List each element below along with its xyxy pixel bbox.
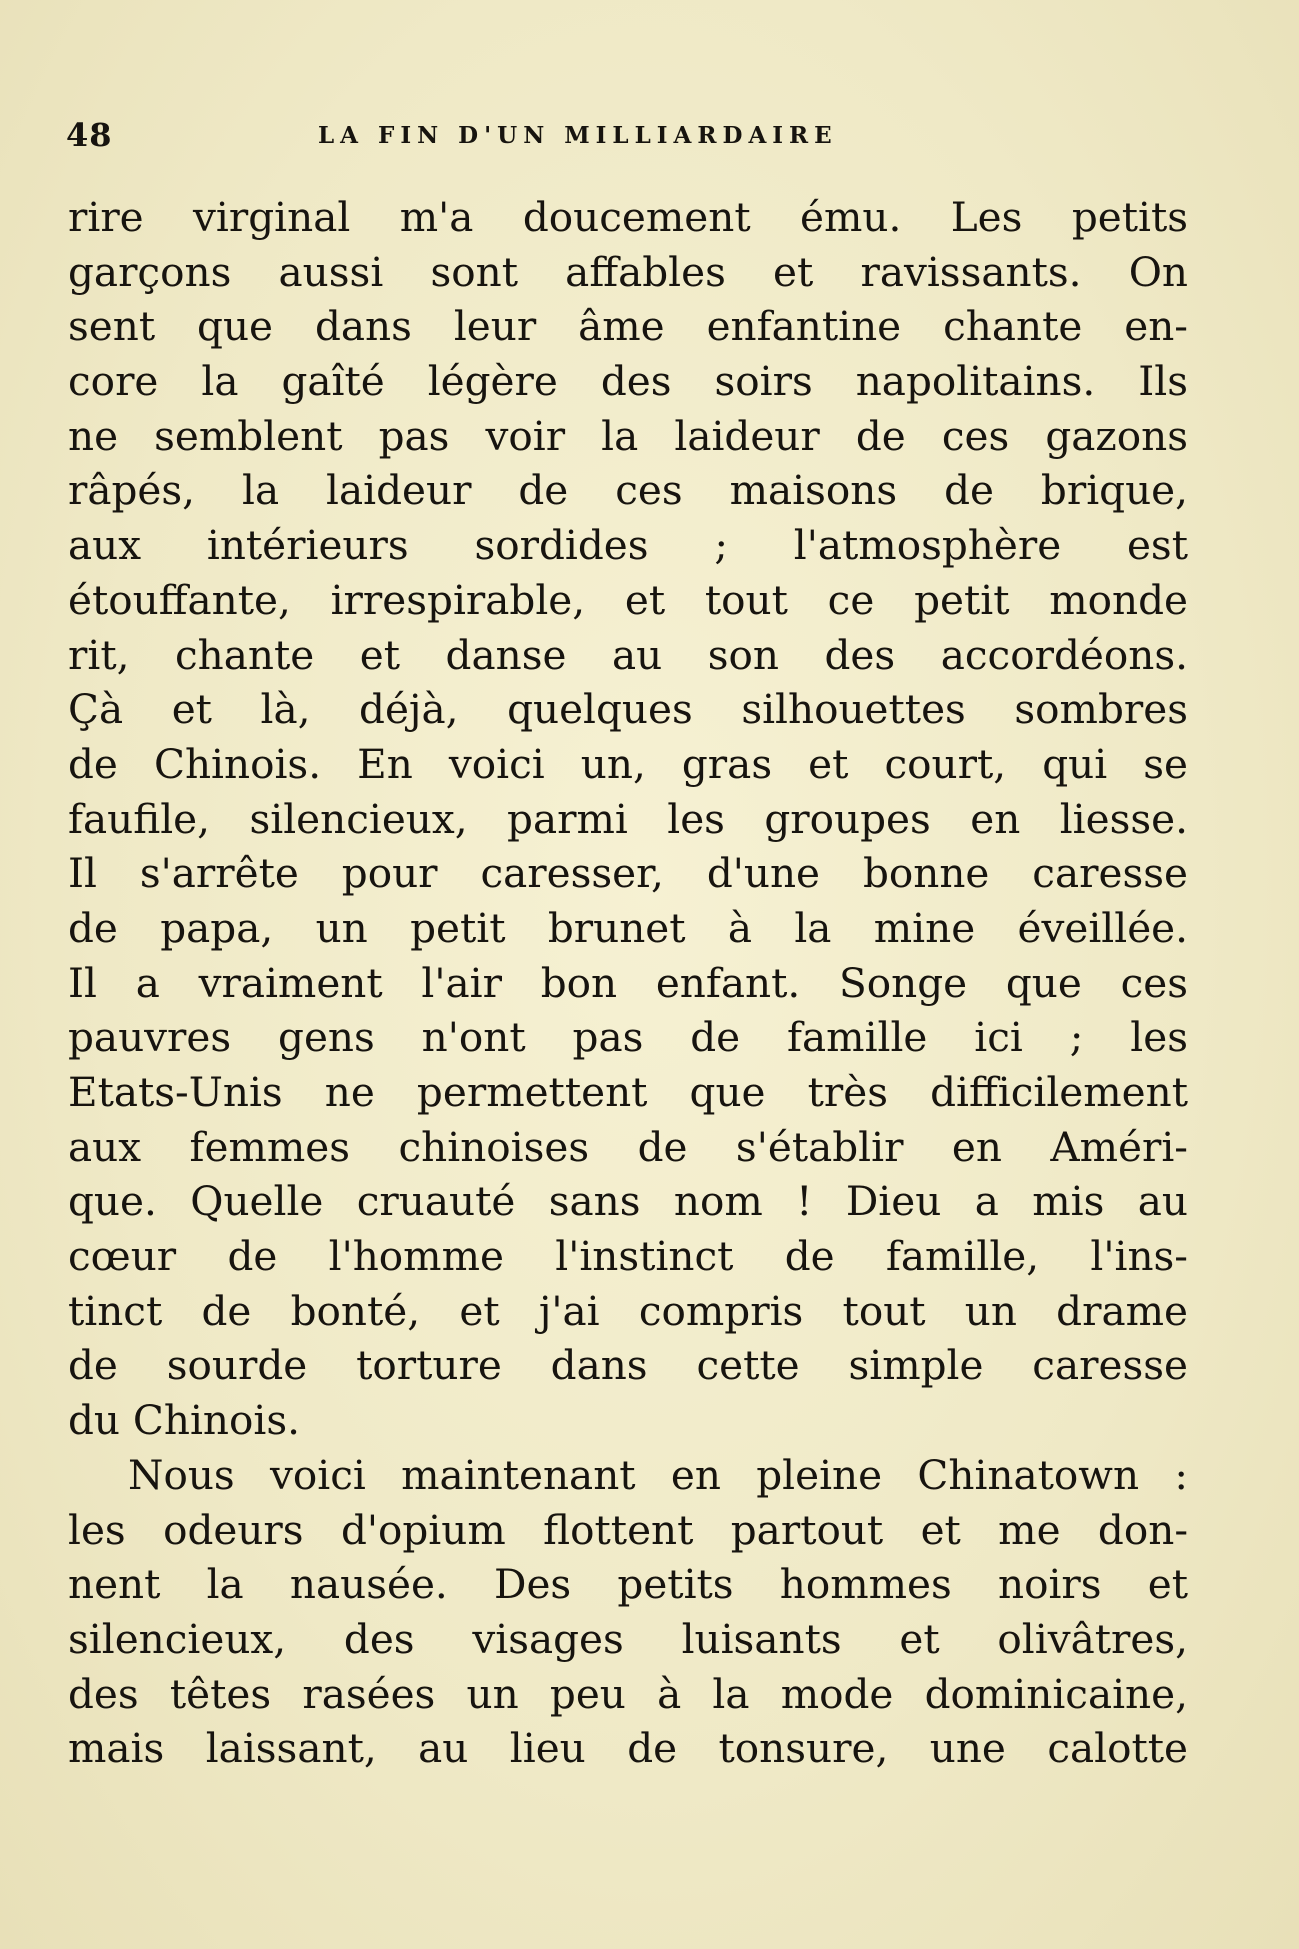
text-line: cœur de l'homme l'instinct de famille, l'ins- [68,1232,1188,1281]
text-line: sent que dans leur âme enfantine chante en- [68,302,1188,351]
paragraph [68,1448,1188,1776]
text-line: des têtes rasées un peu à la mode dominicaine, [68,1669,1188,1718]
text-line: râpés, la laideur de ces maisons de brique, [68,466,1188,515]
text-line: aux intérieurs sordides ; l'atmosphère est [68,521,1188,570]
text-line: rit, chante et danse au son des accordéons. [68,630,1188,679]
body-text [68,190,1188,1776]
text-line: de sourde torture dans cette simple caresse [68,1341,1188,1390]
text-line: pauvres gens n'ont pas de famille ici ; les [68,1013,1188,1062]
page-header [66,108,1196,158]
text-line: mais laissant, au lieu de tonsure, une calotte [68,1724,1188,1773]
text-line: de Chinois. En voici un, gras et court, qui se [68,739,1188,788]
text-line: étouffante, irrespirable, et tout ce petit monde [68,575,1188,624]
text-line: tinct de bonté, et j'ai compris tout un drame [68,1286,1188,1335]
text-line: core la gaîté légère des soirs napolitains. Ils [68,357,1188,406]
text-line: les odeurs d'opium flottent partout et me don- [68,1505,1188,1554]
text-line: de papa, un petit brunet à la mine éveillée. [68,903,1188,952]
paragraph [68,190,1188,1448]
text-line: aux femmes chinoises de s'établir en Améri- [68,1122,1188,1171]
running-title: LA FIN D'UN MILLIARDAIRE [318,122,838,149]
text-line: nent la nausée. Des petits hommes noirs et [68,1560,1188,1609]
text-line: que. Quelle cruauté sans nom ! Dieu a mis au [68,1177,1188,1226]
text-line: ne semblent pas voir la laideur de ces gazons [68,411,1188,460]
text-line: Etats-Unis ne permettent que très difficilement [68,1068,1188,1116]
text-line: silencieux, des visages luisants et olivâtres, [68,1614,1188,1663]
text-line: Nous voici maintenant en pleine Chinatown : [128,1450,1188,1499]
text-line: rire virginal m'a doucement ému. Les petits [68,193,1188,241]
text-line: Çà et là, déjà, quelques silhouettes sombres [68,685,1188,734]
text-line: garçons aussi sont affables et ravissants. On [68,247,1188,296]
text-line: du Chinois. [68,1396,300,1445]
text-line: Il a vraiment l'air bon enfant. Songe que ces [68,958,1188,1007]
text-line: Il s'arrête pour caresser, d'une bonne caresse [68,849,1188,898]
page-number: 48 [66,116,113,154]
text-line: faufile, silencieux, parmi les groupes en liesse. [68,794,1188,843]
